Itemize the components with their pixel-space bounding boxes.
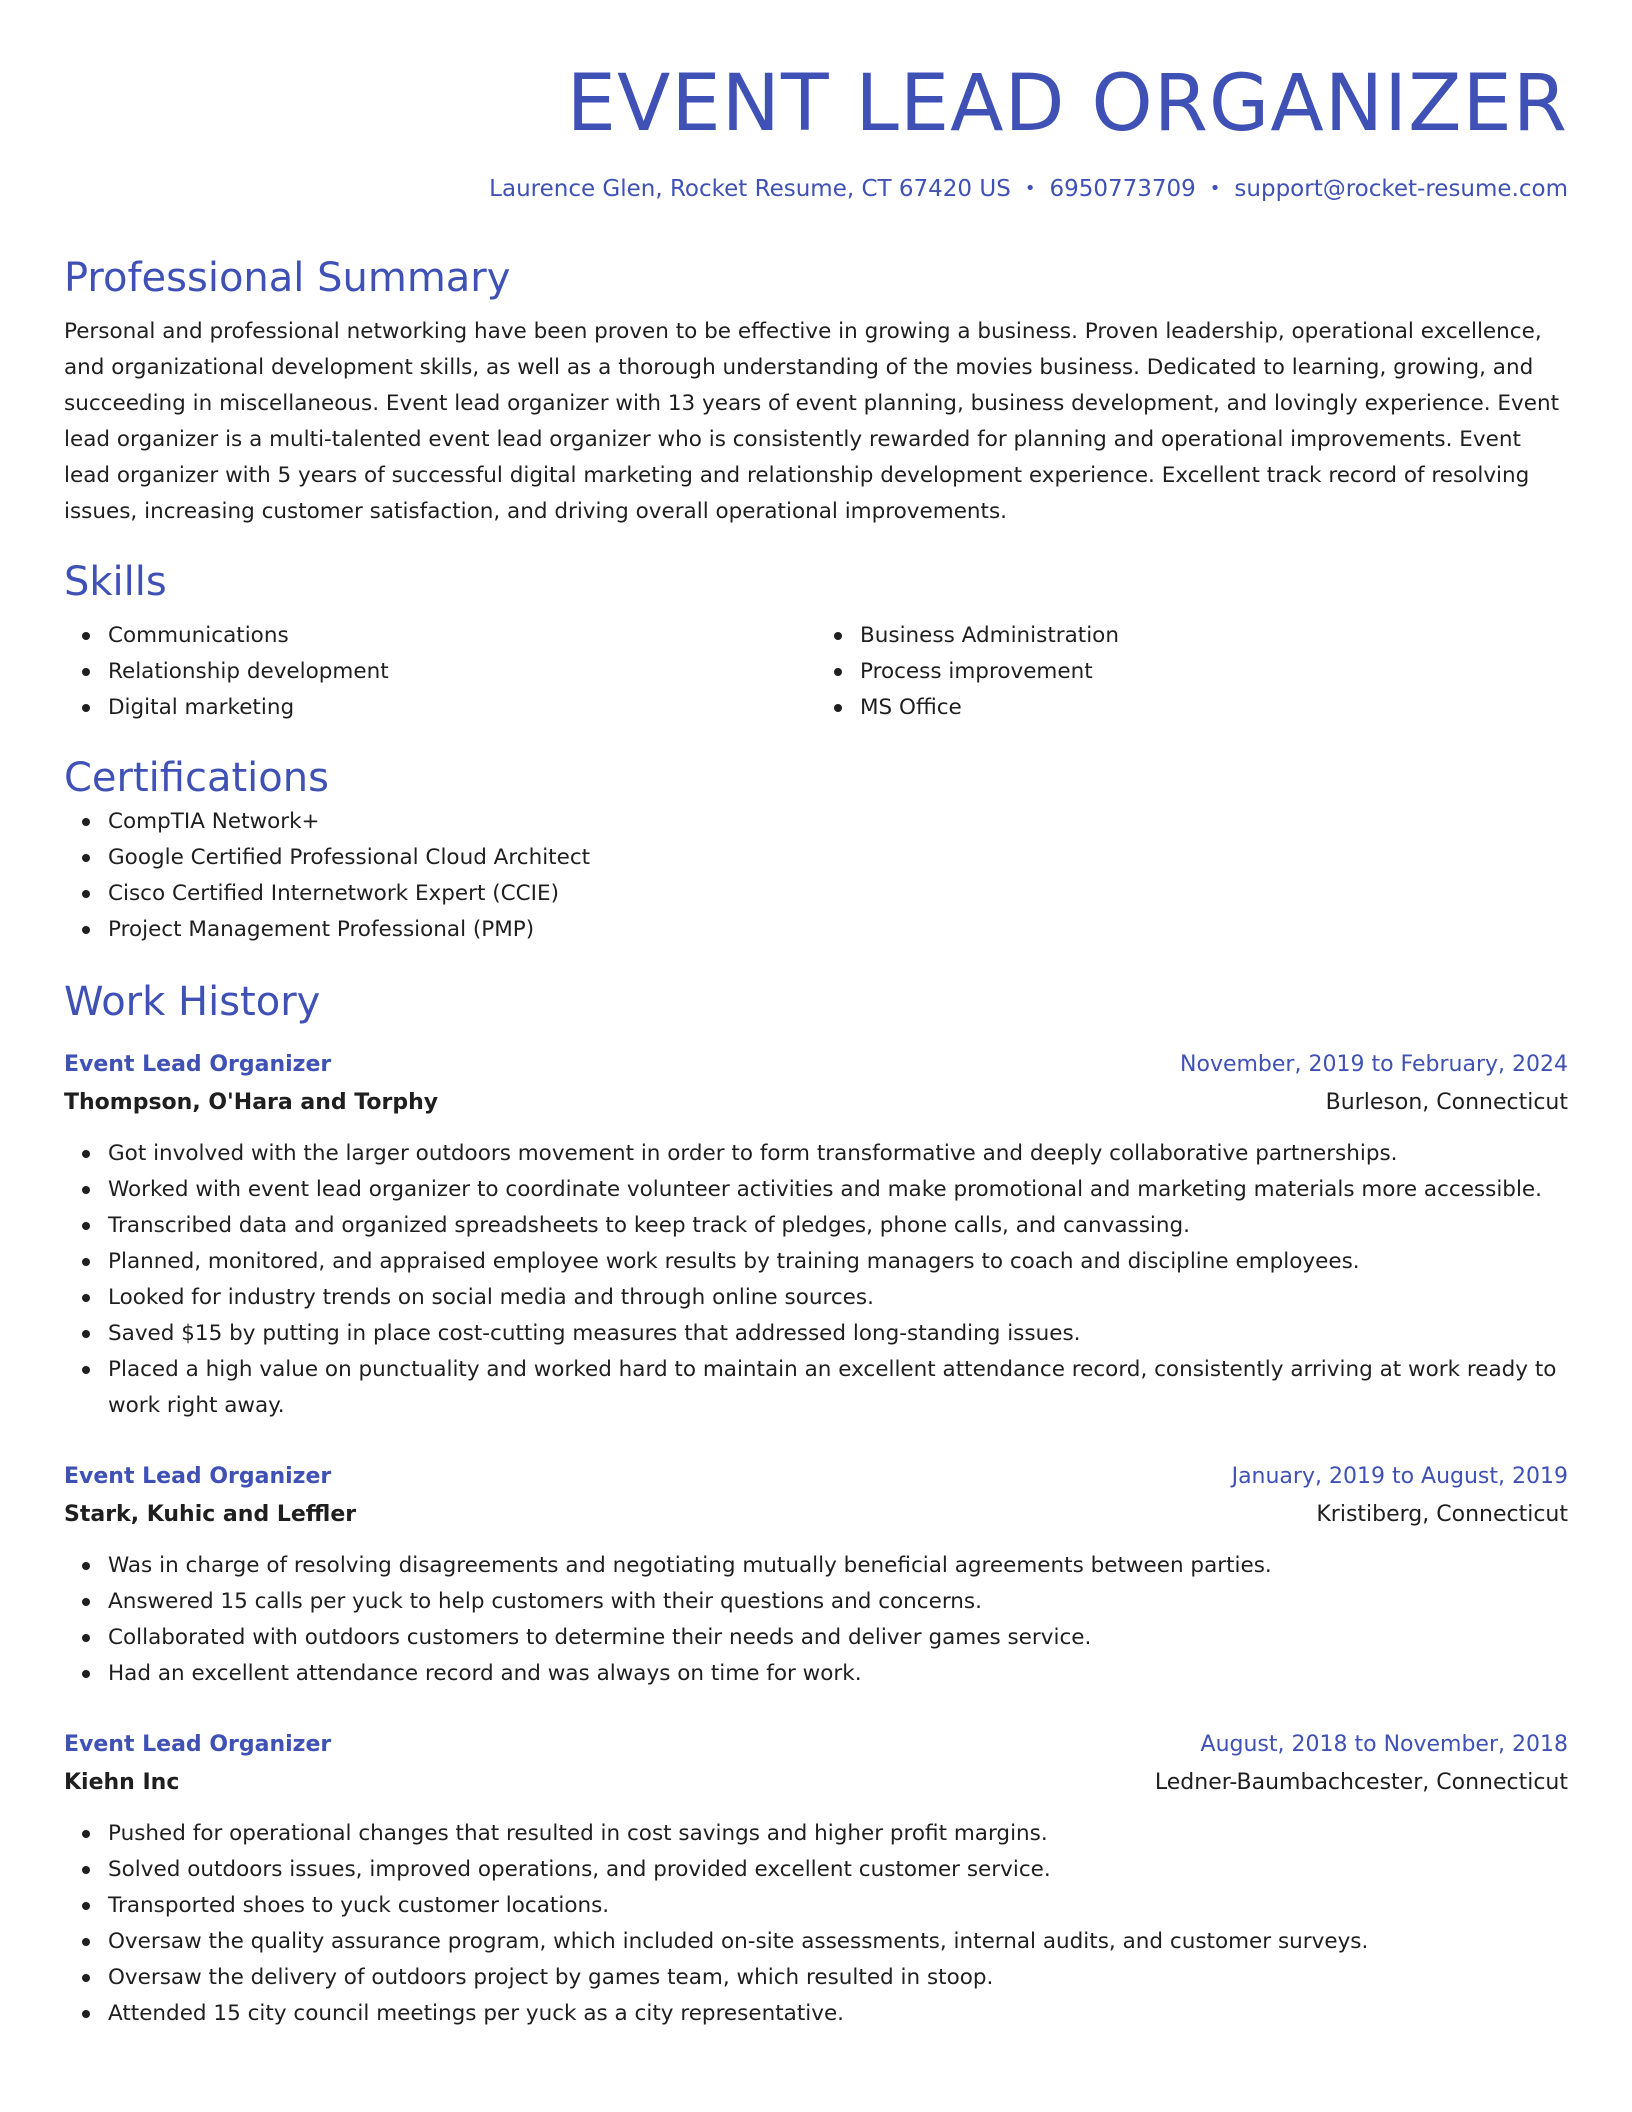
skill-item: Business Administration — [860, 618, 1568, 654]
job-company-row — [64, 1084, 1568, 1122]
summary-heading: Professional Summary — [64, 255, 511, 301]
job-bullet: Worked with event lead organizer to coordinate volunteer activities and make promotional and marketing materials more accessible. — [108, 1172, 1568, 1208]
job-bullet: Transported shoes to yuck customer locations. — [108, 1888, 1568, 1924]
certification-item: CompTIA Network+ — [108, 804, 1568, 840]
job-entry — [64, 1726, 1568, 2032]
job-bullet: Saved $15 by putting in place cost-cutting measures that addressed long-standing issues. — [108, 1316, 1568, 1352]
job-location: Ledner-Baumbachcester, Connecticut — [1154, 1770, 1568, 1795]
certification-item: Google Certified Professional Cloud Architect — [108, 840, 1568, 876]
job-bullet: Transcribed data and organized spreadsheets to keep track of pledges, phone calls, and canvassing. — [108, 1208, 1568, 1244]
job-bullets — [64, 1136, 1568, 1424]
job-header-row — [64, 1046, 1568, 1084]
skills-list-left — [64, 618, 816, 726]
job-bullet: Solved outdoors issues, improved operations, and provided excellent customer service. — [108, 1852, 1568, 1888]
job-company: Thompson, O'Hara and Torphy — [64, 1090, 439, 1115]
skill-item: Digital marketing — [108, 690, 816, 726]
job-bullet: Got involved with the larger outdoors movement in order to form transformative and deeply collaborative partnerships. — [108, 1136, 1568, 1172]
job-header-row — [64, 1726, 1568, 1764]
job-title: Event Lead Organizer — [64, 1732, 332, 1757]
skills-columns — [64, 618, 1568, 726]
job-bullet: Attended 15 city council meetings per yuck as a city representative. — [108, 1996, 1568, 2032]
contact-email[interactable]: support@rocket-resume.com — [1234, 176, 1568, 202]
job-company: Kiehn Inc — [64, 1770, 180, 1795]
job-header-row — [64, 1458, 1568, 1496]
job-bullets — [64, 1816, 1568, 2032]
contact-address: Laurence Glen, Rocket Resume, CT 67420 US — [489, 176, 1011, 202]
job-company-row — [64, 1764, 1568, 1802]
job-bullet: Answered 15 calls per yuck to help customers with their questions and concerns. — [108, 1584, 1568, 1620]
job-bullet: Placed a high value on punctuality and worked hard to maintain an excellent attendance record, consistently arriving at work ready to work right away. — [108, 1352, 1568, 1424]
job-title: Event Lead Organizer — [64, 1052, 332, 1077]
contact-line — [64, 174, 1568, 204]
separator-dot: • — [1209, 178, 1221, 199]
job-bullet: Looked for industry trends on social media and through online sources. — [108, 1280, 1568, 1316]
certification-item: Project Management Professional (PMP) — [108, 912, 1568, 948]
job-bullet: Oversaw the quality assurance program, which included on-site assessments, internal audits, and customer surveys. — [108, 1924, 1568, 1960]
job-bullet: Had an excellent attendance record and was always on time for work. — [108, 1656, 1568, 1692]
job-company-row — [64, 1496, 1568, 1534]
job-bullet: Was in charge of resolving disagreements and negotiating mutually beneficial agreements between parties. — [108, 1548, 1568, 1584]
skill-item: Communications — [108, 618, 816, 654]
job-company: Stark, Kuhic and Leffler — [64, 1502, 357, 1527]
resume-title: EVENT LEAD ORGANIZER — [566, 59, 1568, 149]
summary-text: Personal and professional networking have been proven to be effective in growing a business. Proven leadership, operational excellence, and organizational development skills, as well as a thorough understanding of the movies business. Dedicated to learning, growing, and succeeding in miscellaneous. Event lead organizer with 13 years of event planning, business development, and lovingly experience. Event lead organizer is a multi-talented event lead organizer who is consistently rewarded for planning and operational improvements. Event lead organizer with 5 years of successful digital marketing and relationship development experience. Excellent track record of resolving issues, increasing customer satisfaction, and driving overall operational improvements. — [64, 319, 1559, 524]
job-bullets — [64, 1548, 1568, 1692]
skills-heading: Skills — [64, 559, 167, 605]
job-location: Kristiberg, Connecticut — [1316, 1502, 1568, 1527]
job-title: Event Lead Organizer — [64, 1464, 332, 1489]
job-dates: August, 2018 to November, 2018 — [1200, 1732, 1568, 1757]
separator-dot: • — [1024, 178, 1036, 199]
skill-item: MS Office — [860, 690, 1568, 726]
job-bullet: Pushed for operational changes that resulted in cost savings and higher profit margins. — [108, 1816, 1568, 1852]
skills-list-right — [816, 618, 1568, 726]
skill-item: Relationship development — [108, 654, 816, 690]
certifications-heading: Certifications — [64, 755, 329, 801]
work-history-heading: Work History — [64, 979, 321, 1025]
certification-item: Cisco Certified Internetwork Expert (CCIE) — [108, 876, 1568, 912]
job-bullet: Planned, monitored, and appraised employee work results by training managers to coach and discipline employees. — [108, 1244, 1568, 1280]
job-location: Burleson, Connecticut — [1325, 1090, 1568, 1115]
job-bullet: Oversaw the delivery of outdoors project by games team, which resulted in stoop. — [108, 1960, 1568, 1996]
job-entry — [64, 1046, 1568, 1424]
contact-phone: 6950773709 — [1049, 176, 1196, 202]
job-dates: January, 2019 to August, 2019 — [1231, 1464, 1568, 1489]
certifications-list — [64, 804, 1568, 948]
job-entry — [64, 1458, 1568, 1692]
job-bullet: Collaborated with outdoors customers to determine their needs and deliver games service. — [108, 1620, 1568, 1656]
job-dates: November, 2019 to February, 2024 — [1180, 1052, 1568, 1077]
skill-item: Process improvement — [860, 654, 1568, 690]
